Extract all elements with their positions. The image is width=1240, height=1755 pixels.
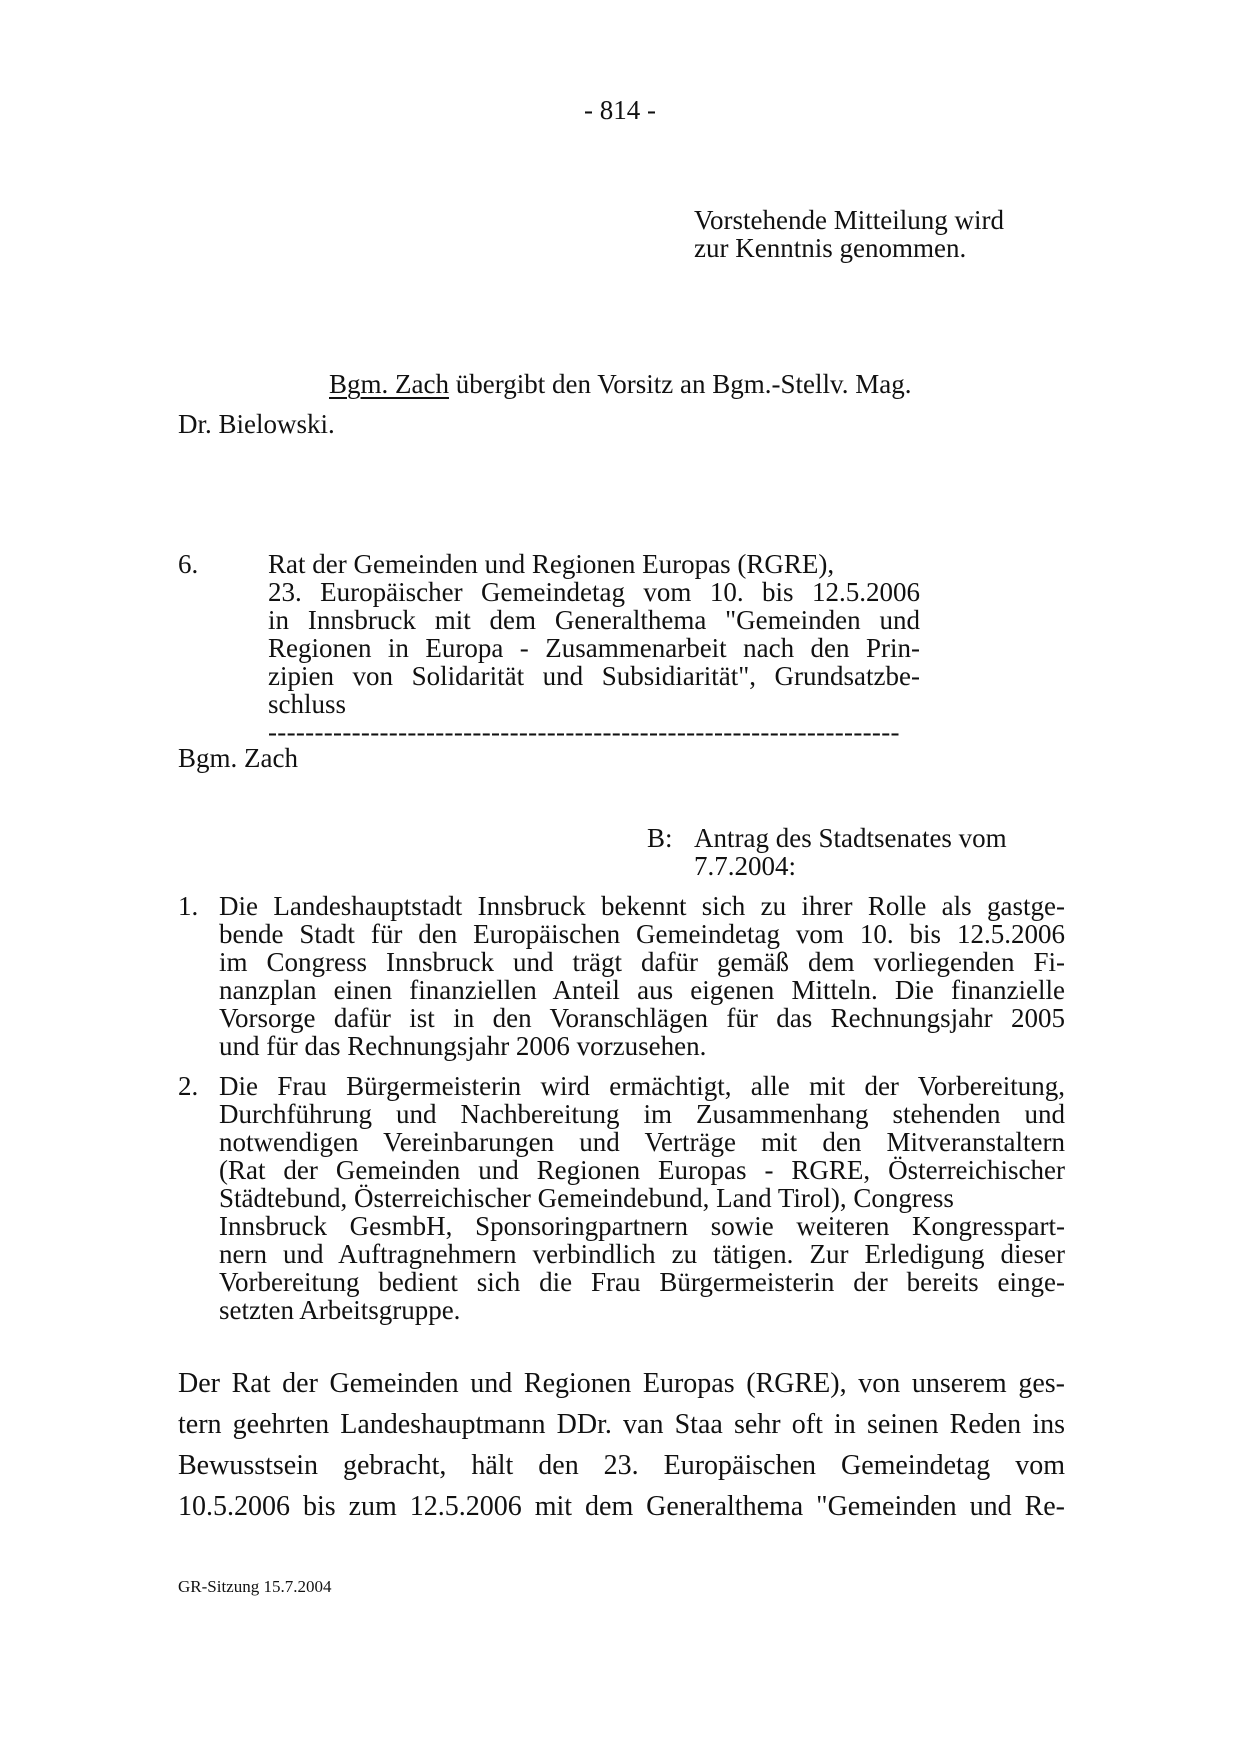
handover-text: übergibt den Vorsitz an Bgm.-Stellv. Mag. <box>448 369 912 399</box>
point-line: Innsbruck GesmbH, Sponsoringpartnern sowie weiteren Kongresspart- <box>219 1211 1065 1241</box>
point-line: setzten Arbeitsgruppe. <box>219 1295 461 1325</box>
point-line: im Congress Innsbruck und trägt dafür gemäß dem vorliegenden Fi- <box>219 947 1065 977</box>
speech-line: Der Rat der Gemeinden und Regionen Europas (RGRE), von unserem ges- <box>178 1368 1065 1399</box>
note-line: zur Kenntnis genommen. <box>694 233 967 263</box>
title-line: 23. Europäischer Gemeindetag vom 10. bis 12.5.2006 <box>268 577 920 607</box>
handover-statement <box>329 370 911 398</box>
motion-heading <box>694 824 1007 880</box>
point-line: und für das Rechnungsjahr 2006 vorzusehen. <box>219 1031 707 1061</box>
title-line: schluss <box>268 689 347 719</box>
point-line: nanzplan einen finanziellen Anteil aus eigenen Mitteln. Die finanzielle <box>219 975 1065 1005</box>
handover-continuation: Dr. Bielowski. <box>178 409 335 439</box>
motion-point-number: 2. <box>178 1071 199 1101</box>
separator-line: -------------------------------------------------------------------- <box>268 718 900 746</box>
point-line: Durchführung und Nachbereitung im Zusammenhang stehenden und <box>219 1099 1065 1129</box>
footer-session-date: GR-Sitzung 15.7.2004 <box>178 1577 332 1596</box>
motion-line: Antrag des Stadtsenates vom <box>694 823 1007 853</box>
agenda-item-number: 6. <box>178 549 199 579</box>
acknowledgement-note <box>694 206 1004 262</box>
speech-paragraph <box>178 1363 1065 1527</box>
point-line: Die Frau Bürgermeisterin wird ermächtigt, alle mit der Vorbereitung, <box>219 1071 1065 1101</box>
speech-line: Bewusstsein gebracht, hält den 23. Europäischen Gemeindetag vom <box>178 1450 1065 1481</box>
title-line: in Innsbruck mit dem Generalthema "Gemeinden und <box>268 605 920 635</box>
point-line: Die Landeshauptstadt Innsbruck bekennt sich zu ihrer Rolle als gastge- <box>219 891 1065 921</box>
rapporteur: Bgm. Zach <box>178 743 298 773</box>
motion-line: 7.7.2004: <box>694 851 797 881</box>
point-line: Vorsorge dafür ist in den Voranschlägen für das Rechnungsjahr 2005 <box>219 1003 1065 1033</box>
page-number: - 814 - <box>584 95 656 125</box>
speech-line: tern geehrten Landeshauptmann DDr. van Staa sehr oft in seinen Reden ins <box>178 1409 1065 1440</box>
speech-line: 10.5.2006 bis zum 12.5.2006 mit dem Generalthema "Gemeinden und Re- <box>178 1491 1065 1522</box>
speaker-name: Bgm. Zach <box>329 369 449 399</box>
title-line: Regionen in Europa - Zusammenarbeit nach den Prin- <box>268 633 920 663</box>
note-line: Vorstehende Mitteilung wird <box>694 205 1004 235</box>
point-line: nern und Auftragnehmern verbindlich zu tätigen. Zur Erledigung dieser <box>219 1239 1065 1269</box>
point-line: notwendigen Vereinbarungen und Verträge mit den Mitveranstaltern <box>219 1127 1065 1157</box>
motion-point-number: 1. <box>178 891 199 921</box>
motion-label: B: <box>647 823 673 853</box>
motion-point-text <box>219 892 1065 1060</box>
title-line: Rat der Gemeinden und Regionen Europas (RGRE), <box>268 549 835 579</box>
point-line: (Rat der Gemeinden und Regionen Europas - RGRE, Österreichischer <box>219 1155 1065 1185</box>
point-line: Vorbereitung bedient sich die Frau Bürgermeisterin der bereits einge- <box>219 1267 1065 1297</box>
point-line: Städtebund, Österreichischer Gemeindebund, Land Tirol), Congress <box>219 1183 954 1213</box>
agenda-item-title <box>268 550 920 746</box>
motion-point-text <box>219 1072 1065 1324</box>
title-line: zipien von Solidarität und Subsidiarität", Grundsatzbe- <box>268 661 920 691</box>
point-line: bende Stadt für den Europäischen Gemeindetag vom 10. bis 12.5.2006 <box>219 919 1065 949</box>
